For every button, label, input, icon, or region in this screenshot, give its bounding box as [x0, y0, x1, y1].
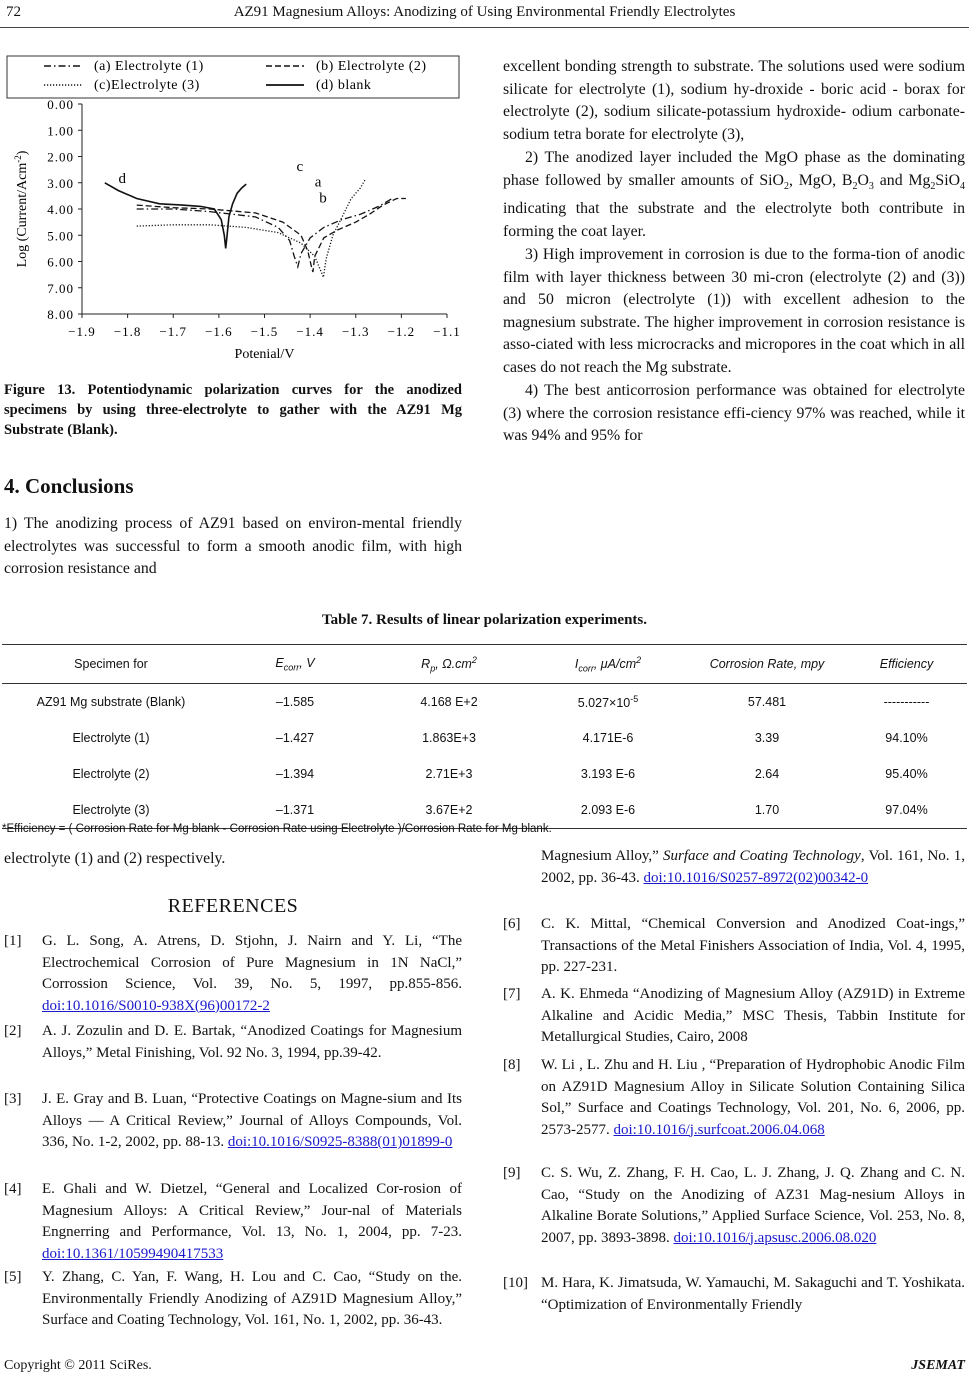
superscript: -5 — [630, 693, 639, 704]
x-tick-label: −1.6 — [205, 324, 233, 339]
results-table-wrap — [2, 644, 967, 829]
header-part: , V — [299, 655, 315, 670]
table-cell: 2.64 — [754, 767, 780, 781]
y-tick-label: 6.00 — [47, 254, 74, 270]
col-header-icorr — [528, 645, 688, 684]
table-cell: 3.39 — [754, 731, 780, 745]
x-tick-label: −1.4 — [296, 324, 324, 339]
y-tick-label: 3.00 — [47, 175, 74, 191]
doi-link[interactable]: doi:10.1016/j.surfcoat.2006.04.068 — [613, 1121, 825, 1138]
x-tick-label: −1.2 — [387, 324, 416, 339]
reference-text: C. K. Mittal, “Chemical Conversion and Anodized Coat-ings,” Transactions of the Metal Finishers Association of India, Vol. 4, 1995, pp. 227-231. — [541, 916, 965, 975]
table-row — [2, 684, 967, 721]
paragraph: 3) High improvement in corrosion is due to the forma-tion of anodic film with layer thickness between 30 mi-cron (electrolyte (2) and (3)) and 50 micron (electrolyte (1)) with excellent adhesion to the magnesium substrate. The higher improvement in corrosion resistance is asso-ciated with less microcracks and micropores in the coat which in all cases do not reach the Mg substrate. — [503, 246, 965, 376]
table-cell: 94.10% — [885, 731, 928, 745]
table-cell: AZ91 Mg substrate (Blank) — [36, 695, 186, 709]
header-part: , Ω.cm — [435, 656, 472, 671]
running-header — [0, 2, 969, 28]
table-cell: –1.394 — [275, 767, 315, 781]
reference-number: [1] — [4, 933, 22, 949]
conclusions-p1 — [4, 513, 462, 581]
journal-name: JSEMAT — [911, 1358, 965, 1373]
doi-link[interactable]: doi:10.1016/S0925-8388(01)01899-0 — [227, 1134, 453, 1150]
table-cell: 4.171E-6 — [582, 731, 634, 745]
chart-axes — [47, 97, 461, 339]
reference-number: [2] — [4, 1023, 22, 1039]
paragraph: excellent bonding strength to substrate. The solutions used were sodium silicate for electrolyte (1), sodium hy-droxide - boric acid - borax for electrolyte (2), sodium silicate-potassium hydroxide- odium carbonate-sodium tetra borate for electrolyte (3), — [503, 58, 965, 143]
reference-text: E. Ghali and W. Dietzel, “General and Localized Cor-rosion of Magnesium Alloys: A Critical Review,” Jour-nal of Materials Engnerring and Performance, Vol. 13, No. 1, 2004, pp. 7-23. — [42, 1181, 462, 1240]
references-heading: REFERENCES — [167, 895, 299, 917]
table-cell: Electrolyte (1) — [72, 731, 150, 745]
figure-caption: Figure 13. Potentiodynamic polarization curves for the anodized specimens by using three-electrolyte to gather with the AZ91 Mg Substrate (Blank). — [4, 382, 462, 438]
p2-text: 2) The anodized layer included the MgO phase as the dominating phase followed by smaller amounts of SiO — [503, 149, 965, 189]
y-axis-label-tail: ) — [15, 150, 30, 156]
x-tick-label: −1.9 — [68, 324, 96, 339]
reference-number: [8] — [503, 1057, 521, 1073]
header-part: 2 — [636, 654, 642, 665]
paragraph: 1) The anodizing process of AZ91 based on environ-mental friendly electrolytes was successful to form a smooth anodic film, with high corrosion resistance and — [4, 515, 462, 577]
series-line — [105, 183, 246, 249]
col-header-efficiency: Efficiency — [879, 657, 934, 671]
conclusions-p4-end — [4, 848, 462, 871]
x-tick-label: −1.3 — [341, 324, 370, 339]
paragraph: 2) The anodized layer included the MgO phase as the dominating phase followed by smaller amounts of SiO$_2$, MgO, $B_2O_3$ and $Mg_2SiO_4$ indicating that the substrate and the electrolyte both contribute in forming the coat layer. — [503, 149, 966, 240]
table-cell: ----------- — [883, 695, 930, 709]
doi-link[interactable]: doi:10.1361/10599490417533 — [42, 1245, 224, 1262]
table-cell: Electrolyte (2) — [72, 767, 150, 781]
conclusions-section — [4, 474, 462, 499]
table-cell: 1.863E+3 — [422, 731, 476, 745]
table-cell: 3.193 E-6 — [580, 767, 636, 781]
section-heading: 4. Conclusions — [4, 474, 134, 498]
header-part: R — [421, 656, 431, 671]
reference-text: G. L. Song, A. Atrens, D. Stjohn, J. Nairn and Y. Li, “The Electrochemical Corrosion of Pure Magnesium in 1N NaCl,” Corrossion Science, Vol. 39, No. 5, 1997, pp.855-856. — [42, 933, 462, 992]
right-column-text — [503, 56, 965, 448]
table-cell: –1.371 — [275, 803, 315, 817]
legend-label: (d) blank — [316, 78, 372, 93]
header-part: I — [574, 656, 579, 671]
table-cell: 1.70 — [754, 803, 780, 817]
col-header-ecorr — [220, 645, 370, 684]
col-header-rp — [370, 645, 528, 684]
figure-13 — [4, 52, 466, 368]
reference-number: [7] — [503, 986, 521, 1002]
x-tick-label: −1.5 — [250, 324, 279, 339]
y-tick-label: 8.00 — [47, 307, 74, 322]
copyright: Copyright © 2011 SciRes. — [4, 1358, 152, 1373]
table-row — [2, 720, 967, 756]
polarization-chart — [4, 52, 466, 368]
curve-label: d — [118, 170, 126, 187]
doi-link[interactable]: doi:10.1016/j.apsusc.2006.08.020 — [673, 1229, 877, 1246]
series-line — [137, 199, 393, 267]
doi-link[interactable]: doi:10.1016/S0010-938X(96)00172-2 — [42, 997, 270, 1014]
page-number: 72 — [6, 4, 21, 20]
reference-text-cont: Magnesium Alloy,” Surface and Coating Technology, Vol. 161, No. 1, 2002, pp. 36-43. — [541, 848, 965, 886]
chart-series — [105, 180, 406, 277]
x-tick-label: −1.1 — [433, 324, 461, 339]
col-header-specimen: Specimen for — [74, 657, 148, 671]
x-tick-label: −1.7 — [159, 324, 188, 339]
reference-text: Y. Zhang, C. Yan, F. Wang, H. Lou and C. Cao, “Study on the. Environmentally Friendly Anodizing of AZ91D Magnesium Alloy,” Surface and Coating Technology, Vol. 161, No. 1, 2002, pp. 36-43. — [42, 1269, 462, 1328]
table-cell: 95.40% — [885, 767, 928, 781]
chart-legend — [7, 56, 459, 98]
header-part: 2 — [471, 654, 477, 665]
reference-text: A. J. Zozulin and D. E. Bartak, “Anodized Coatings for Magnesium Alloys,” Metal Finishing, Vol. 92 No. 3, 1994, pp.39-42. — [42, 1023, 462, 1061]
reference-text: A. K. Ehmeda “Anodizing of Magnesium Alloy (AZ91D) in Extreme Alkaline and Acidic Media,” MSC Thesis, Tabbin Institute for Metallurgical Studies, Cairo, 2008 — [541, 986, 965, 1045]
table-cell: Electrolyte (3) — [72, 803, 150, 817]
table-footnote: *Efficiency = ( Corrosion Rate for Mg blank - Corrosion Rate using Electrolyte )/Corrosion Rate for Mg blank. — [2, 823, 552, 835]
reference-number: [4] — [4, 1181, 22, 1197]
header-part: p — [430, 663, 436, 674]
reference-text: W. Li , L. Zhu and H. Liu , “Preparation of Hydrophobic Anodic Film on AZ91D Magnesium Alloy in Silicate Solution Containing Silica Sol,” Surface and Coatings Technology, Vol. 201, No. 6, 2006, pp. 2573-2577. — [541, 1057, 965, 1138]
y-tick-label: 2.00 — [47, 149, 74, 165]
curve-label: b — [319, 190, 327, 207]
paragraph: electrolyte (1) and (2) respectively. — [4, 850, 226, 867]
y-axis-label-superscript: -2 — [13, 155, 23, 163]
header-rule — [0, 27, 969, 28]
reference-text: J. E. Gray and B. Luan, “Protective Coatings on Magne-sium and Its Alloys — A Critical Review,” Journal of Alloys Compounds, Vol. 336, No. 1-2, 2002, pp. 88-13. — [42, 1091, 462, 1150]
paragraph: 4) The best anticorrosion performance was obtained for electrolyte (3) where the corrosion resistance effi-ciency 97% was reached, while it was 94% and 95% for — [503, 382, 965, 445]
table-title: Table 7. Results of linear polarization experiments. — [322, 612, 647, 628]
legend-label: (c)Electrolyte (3) — [94, 78, 200, 93]
reference-text: M. Hara, K. Jimatsuda, W. Yamauchi, M. Sakaguchi and T. Yoshikata. “Optimization of Environmentally Friendly — [541, 1275, 965, 1313]
curve-labels — [119, 159, 327, 207]
header-part: corr — [578, 663, 594, 674]
table-cell: –1.585 — [275, 695, 315, 709]
running-title: AZ91 Magnesium Alloys: Anodizing of Using Environmental Friendly Electrolytes — [233, 4, 736, 20]
table-body — [2, 684, 967, 829]
doi-link[interactable]: doi:10.1016/S0257-8972(02)00342-0 — [643, 869, 869, 886]
table-cell: 4.168 E+2 — [420, 695, 478, 709]
y-axis-label: Log (Current/Acm$^{-2}$) — [13, 150, 30, 268]
reference-number: [9] — [503, 1165, 521, 1181]
col-header-corrosion-rate: Corrosion Rate, mpy — [709, 657, 825, 671]
reference-number: [5] — [4, 1269, 22, 1285]
curve-label: a — [314, 174, 322, 191]
legend-label: (b) Electrolyte (2) — [316, 59, 427, 74]
reference-number: [10] — [503, 1275, 528, 1291]
y-tick-label: 5.00 — [47, 228, 74, 244]
table-cell: $5.027\times 10^{-5}$ — [577, 693, 639, 711]
table-cell: 57.481 — [747, 695, 787, 709]
reference-number: [3] — [4, 1091, 22, 1107]
table-cell: 2.71E+3 — [425, 767, 473, 781]
reference-number: [6] — [503, 916, 521, 932]
curve-label: c — [296, 158, 304, 175]
header-part: corr — [283, 662, 300, 673]
table-cell: 3.67E+2 — [425, 803, 473, 817]
p2-text-end: indicating that the substrate and the electrolyte both contribute in forming the coat layer. — [503, 200, 965, 240]
y-tick-label: 7.00 — [47, 280, 74, 296]
legend-label: (a) Electrolyte (1) — [94, 59, 204, 74]
series-line — [137, 180, 365, 277]
header-part: E — [275, 655, 284, 670]
table-cell: 97.04% — [885, 803, 928, 817]
x-axis-label: Potenial/V — [234, 347, 295, 362]
table-cell: –1.427 — [275, 731, 315, 745]
reference-text: C. S. Wu, Z. Zhang, F. H. Cao, L. J. Zhang, J. Q. Zhang and C. N. Cao, “Study on the Anodizing of AZ31 Mag-nesium Alloys in Alkaline Borate Solutions,” Applied Surface Science, Vol. 253, No. 8, 2007, pp. 3893-3898. — [541, 1165, 965, 1246]
table-header-row — [2, 645, 967, 684]
x-tick-label: −1.8 — [113, 324, 142, 339]
y-tick-label: 4.00 — [47, 202, 74, 217]
table-cell: 2.093 E-6 — [580, 803, 636, 817]
table-row — [2, 756, 967, 792]
results-table — [2, 644, 967, 829]
header-part: , μA/cm — [593, 656, 637, 671]
y-tick-label: 1.00 — [47, 123, 74, 139]
y-tick-label: 0.00 — [47, 97, 74, 112]
